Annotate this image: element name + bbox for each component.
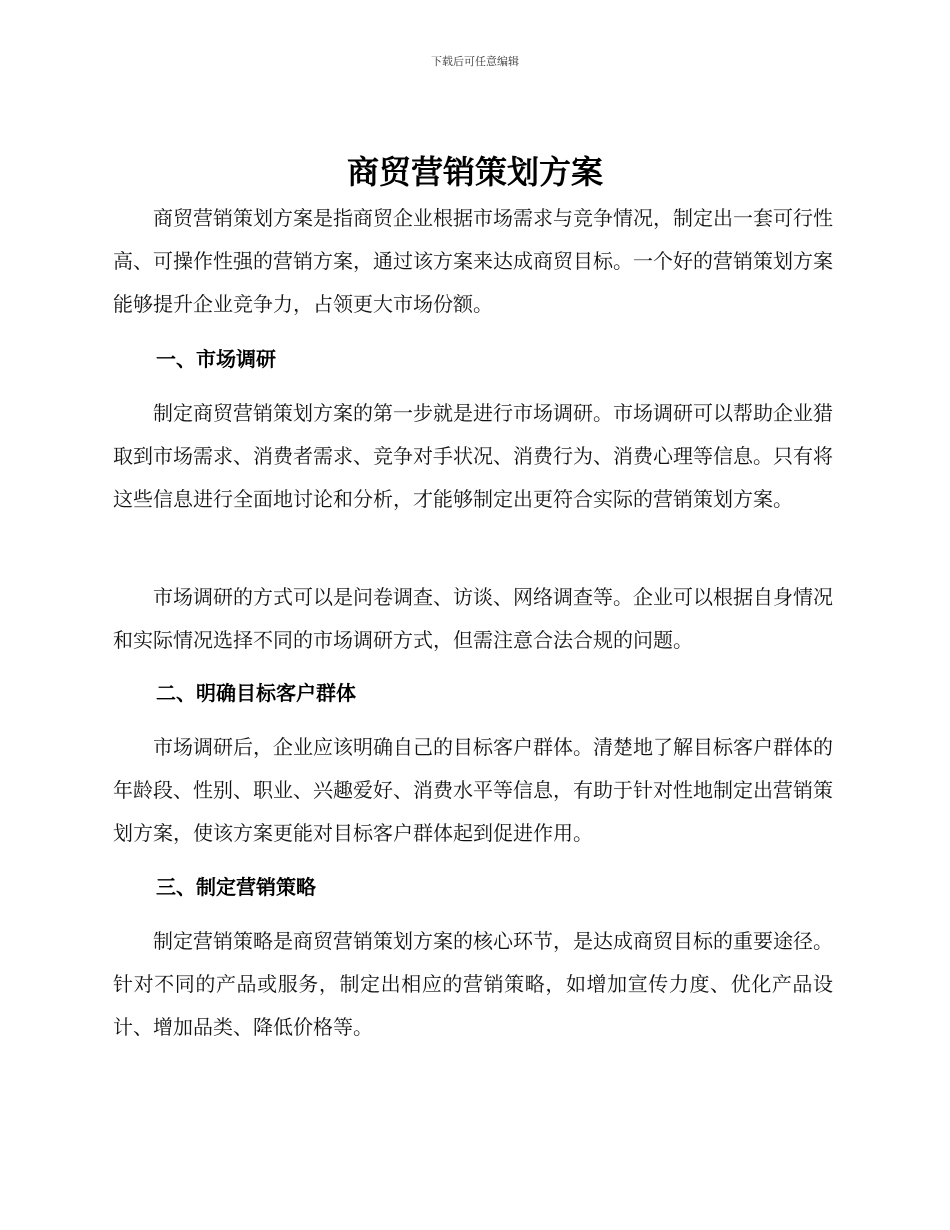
- header-note: 下载后可任意编辑: [431, 55, 519, 68]
- section-1-paragraph-2: 市场调研的方式可以是问卷调查、访谈、网络调查等。企业可以根据自身情况和实际情况选择不同的市场调研方式，但需注意合法合规的问题。: [113, 585, 833, 652]
- intro-paragraph: 商贸营销策划方案是指商贸企业根据市场需求与竞争情况，制定出一套可行性高、可操作性强的营销方案，通过该方案来达成商贸目标。一个好的营销策划方案能够提升企业竞争力，占领更大市场份额。: [113, 206, 833, 316]
- section-2: [113, 672, 833, 715]
- section-3-paragraph-1: 制定营销策略是商贸营销策划方案的核心环节，是达成商贸目标的重要途径。针对不同的产品或服务，制定出相应的营销策略，如增加宣传力度、优化产品设计、增加品类、降低价格等。: [113, 929, 833, 1039]
- section-1: [113, 338, 833, 381]
- document-body: [113, 197, 833, 326]
- section-2-body: [113, 726, 833, 855]
- section-heading-target-customers: 二、明确目标客户群体: [156, 681, 356, 705]
- section-1-paragraph-1: 制定商贸营销策划方案的第一步就是进行市场调研。市场调研可以帮助企业猎取到市场需求、消费者需求、竞争对手状况、消费行为、消费心理等信息。只有将这些信息进行全面地讨论和分析，才能够制定出更符合实际的营销策划方案。: [113, 401, 833, 511]
- section-3-body: [113, 920, 833, 1049]
- section-heading-marketing-strategy: 三、制定营销策略: [156, 875, 316, 899]
- section-2-paragraph-1: 市场调研后，企业应该明确自己的目标客户群体。清楚地了解目标客户群体的年龄段、性别、职业、兴趣爱好、消费水平等信息，有助于针对性地制定出营销策划方案，使该方案更能对目标客户群体起到促进作用。: [113, 735, 833, 845]
- section-3: [113, 866, 833, 909]
- section-1-body: [113, 392, 833, 521]
- section-heading-market-research: 一、市场调研: [156, 347, 276, 371]
- section-1-body-2: [113, 576, 833, 662]
- document-title: 商贸营销策划方案: [346, 153, 603, 191]
